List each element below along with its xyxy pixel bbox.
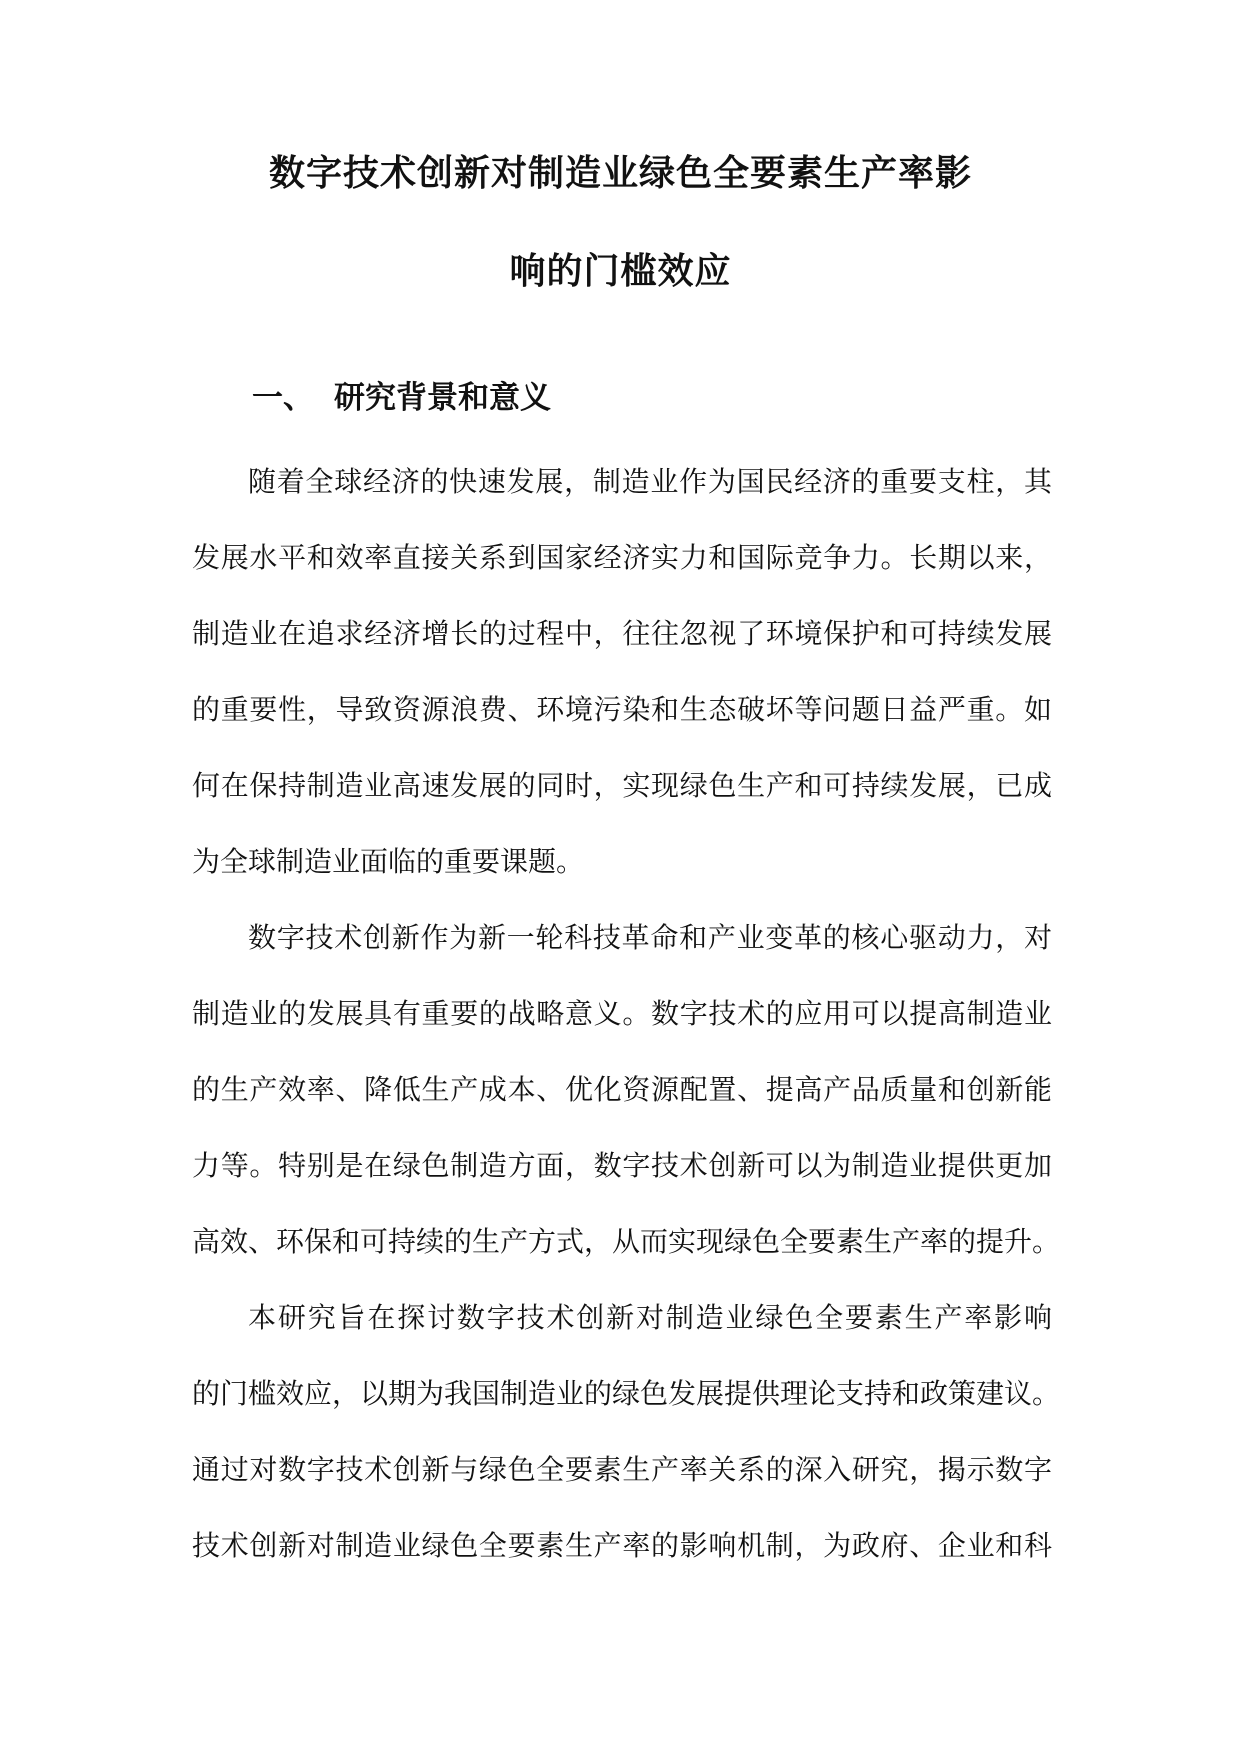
paragraph-1 <box>192 444 1052 900</box>
document-title-line-2: 响的门槛效应 <box>509 251 732 292</box>
paragraph-line: 的重要性，导致资源浪费、环境污染和生态破坏等问题日益严重。如 <box>192 693 1052 726</box>
paragraph-line: 的生产效率、降低生产成本、优化资源配置、提高产品质量和创新能 <box>192 1073 1052 1106</box>
paragraph-line: 制造业的发展具有重要的战略意义。数字技术的应用可以提高制造业 <box>192 997 1052 1030</box>
section-heading-text: 研究背景和意义 <box>334 380 551 416</box>
paragraph-line: 何在保持制造业高速发展的同时，实现绿色生产和可持续发展，已成 <box>192 769 1052 802</box>
paragraph-line: 制造业在追求经济增长的过程中，往往忽视了环境保护和可持续发展 <box>192 617 1052 650</box>
paragraph-line: 通过对数字技术创新与绿色全要素生产率关系的深入研究，揭示数字 <box>192 1453 1052 1486</box>
paragraph-line: 高效、环保和可持续的生产方式，从而实现绿色全要素生产率的提升。 <box>192 1225 1061 1258</box>
paragraph-line: 力等。特别是在绿色制造方面，数字技术创新可以为制造业提供更加 <box>192 1149 1052 1182</box>
paragraph-line: 数字技术创新作为新一轮科技革命和产业变革的核心驱动力，对 <box>248 921 1052 954</box>
paragraph-line: 为全球制造业面临的重要课题。 <box>192 845 585 878</box>
document-title-line-1: 数字技术创新对制造业绿色全要素生产率影 <box>268 153 972 194</box>
paragraph-line: 发展水平和效率直接关系到国家经济实力和国际竞争力。长期以来， <box>192 541 1052 574</box>
section-number: 一、 <box>252 380 314 416</box>
section-heading <box>252 378 551 418</box>
paragraph-line: 的门槛效应，以期为我国制造业的绿色发展提供理论支持和政策建议。 <box>192 1377 1061 1410</box>
paragraph-3 <box>192 1280 1061 1584</box>
paragraph-2 <box>192 900 1061 1280</box>
paragraph-line: 本研究旨在探讨数字技术创新对制造业绿色全要素生产率影响 <box>248 1301 1052 1334</box>
paragraph-line: 技术创新对制造业绿色全要素生产率的影响机制，为政府、企业和科 <box>192 1529 1052 1562</box>
paragraph-line: 随着全球经济的快速发展，制造业作为国民经济的重要支柱，其 <box>248 465 1052 498</box>
